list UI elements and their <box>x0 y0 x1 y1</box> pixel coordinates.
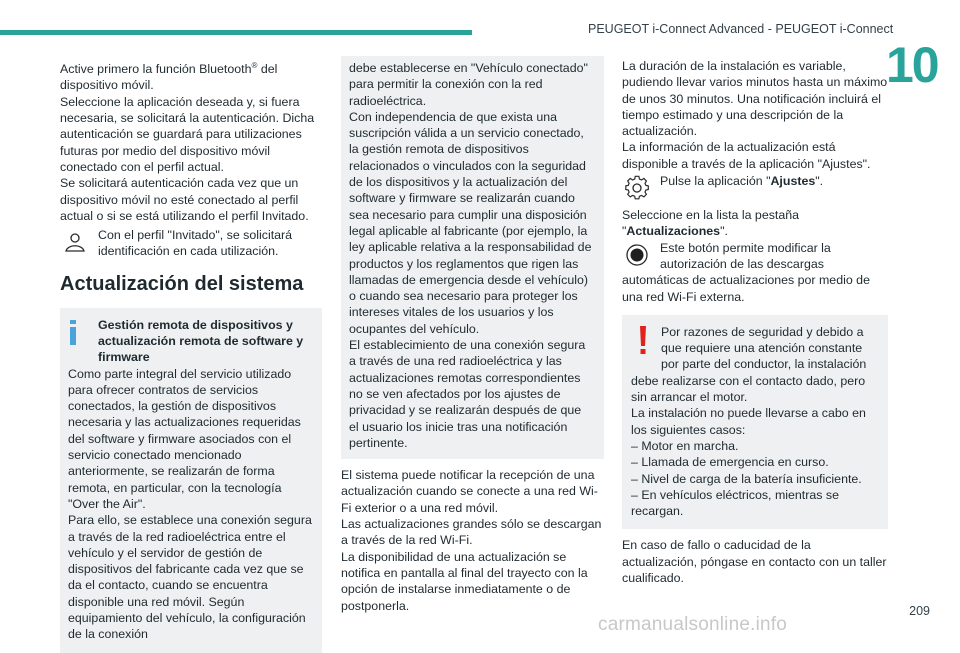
warning-item: – Nivel de carga de la batería insuficiente. <box>631 471 862 486</box>
paragraph: Seleccione la aplicación deseada y, si fuera necesaria, se solicitará la autenticación. Dicha autenticación se guardará para utilizaciones futuras por medio del dispositivo móvil conectado con el perfil actual. <box>60 94 315 174</box>
column-1 <box>60 58 322 653</box>
paragraph: Las actualizaciones grandes sólo se descargan a través de la red Wi-Fi. <box>341 517 602 548</box>
paragraph: La duración de la instalación es variable, pudiendo llevar varios minutos hasta un máximo de unos 30 minutos. Una notificación incluirá el tiempo estimado y una descripción de la actualización. <box>622 59 888 139</box>
paragraph: Seleccione en la lista la pestaña "Actualizaciones". <box>622 208 800 239</box>
paragraph: Se solicitará autenticación cada vez que un dispositivo móvil no esté conectado al perfil actual o si se está utilizando el perfil Invitado. <box>60 176 309 223</box>
warning-item: – En vehículos eléctricos, mientras se recargan. <box>631 487 839 519</box>
note-text: Con el perfil "Invitado", se solicitará identificación en cada utilización. <box>98 228 293 259</box>
paragraph: La información de la actualización está disponible a través de la aplicación "Ajustes". <box>622 140 871 171</box>
info-title: Gestión remota de dispositivos y actualización remota de software y firmware <box>98 317 304 365</box>
info-box <box>60 308 322 653</box>
info-body-3: debe establecerse en "Vehículo conectado" para permitir la conexión con la red radioeléctrica. <box>349 61 588 108</box>
running-header: PEUGEOT i-Connect Advanced - PEUGEOT i-Connect <box>588 22 894 36</box>
step-text: Este botón permite modificar la autorización de las descargas automáticas de actualizaciones por medio de una red Wi-Fi externa. <box>622 240 870 304</box>
chapter-number: 10 <box>886 37 938 93</box>
paragraph: El sistema puede notificar la recepción de una actualización cuando se conecte a una red Wi-Fi exterior o a una red móvil. <box>341 468 598 515</box>
radio-button-icon <box>622 240 652 270</box>
warning-item: – Motor en marcha. <box>631 438 739 453</box>
paragraph: La disponibilidad de una actualización se notifica en pantalla al final del trayecto con la opción de instalarse inmediatamente o de postponerla. <box>341 549 588 613</box>
info-body-4: Con independencia de que exista una suscripción válida a un servicio conectado, la gestión remota de dispositivos relacionados o vinculados con la seguridad de los dispositivos y la actualización del software y firmware se realizarán cuando sea necesario para cumplir una disposición legal aplicable al fabricante (por ejemplo, la ley aplicable relativa a la responsabilidad de productos y los reglamentos que rigen las llamadas de emergencia desde el vehículo) o cuando sea necesario para proteger los intereses vitales de los usuarios y los ocupantes del vehículo. <box>349 109 592 336</box>
section-title: Actualización del sistema <box>60 272 304 295</box>
header-accent-bar <box>0 30 472 35</box>
guest-profile-note <box>60 227 322 260</box>
paragraph: Active primero la función Bluetooth® del dispositivo móvil. <box>60 61 278 93</box>
column-2 <box>341 56 604 614</box>
info-box-continued <box>341 56 604 459</box>
warning-text-2: La instalación no puede llevarse a cabo en los siguientes casos: <box>631 406 866 437</box>
user-profile-icon <box>60 227 90 257</box>
column-3 <box>622 58 888 586</box>
gear-icon <box>622 173 652 203</box>
info-body-2: Para ello, se establece una conexión segura a través de la red radioeléctrica entre el vehículo y el servidor de gestión de dispositivos del fabricante cada vez que se da el contacto, cuando se encuentra disponible una red móvil. Según equipamiento del vehículo, la configuración de la conexión <box>68 513 312 642</box>
info-body: Como parte integral del servicio utilizado para ofrecer contratos de servicios conectados, la gestión de dispositivos necesaria y las actualizaciones requeridas del software y firmware asociados con el servicio conectado mencionado anteriormente, se realizarán de forma remota, en particular, con la tecnología "Over the Air". <box>68 366 301 511</box>
paragraph: En caso de fallo o caducidad de la actualización, póngase en contacto con un taller cualificado. <box>622 538 887 586</box>
warning-item: – Llamada de emergencia en curso. <box>631 455 829 470</box>
radio-step <box>622 240 888 305</box>
step-text: Pulse la aplicación "Ajustes". <box>660 174 824 189</box>
settings-step <box>622 173 888 203</box>
info-icon <box>68 317 80 352</box>
warning-box <box>622 315 888 530</box>
warning-text: Por razones de seguridad y debido a que requiere una atención constante por parte del conductor, la instalación debe realizarse con el contacto dado, pero sin arrancar el motor. <box>631 324 867 405</box>
page-number: 209 <box>909 604 930 618</box>
warning-icon <box>631 324 661 358</box>
info-body-5: El establecimiento de una conexión segura a través de una red radioeléctrica y las actualizaciones remotas correspondientes no se ven afectados por los ajustes de privacidad y se realizarán después de que el usuario los inicie tras una notificación pertinente. <box>349 338 586 450</box>
watermark: carmanualsonline.info <box>598 614 788 635</box>
